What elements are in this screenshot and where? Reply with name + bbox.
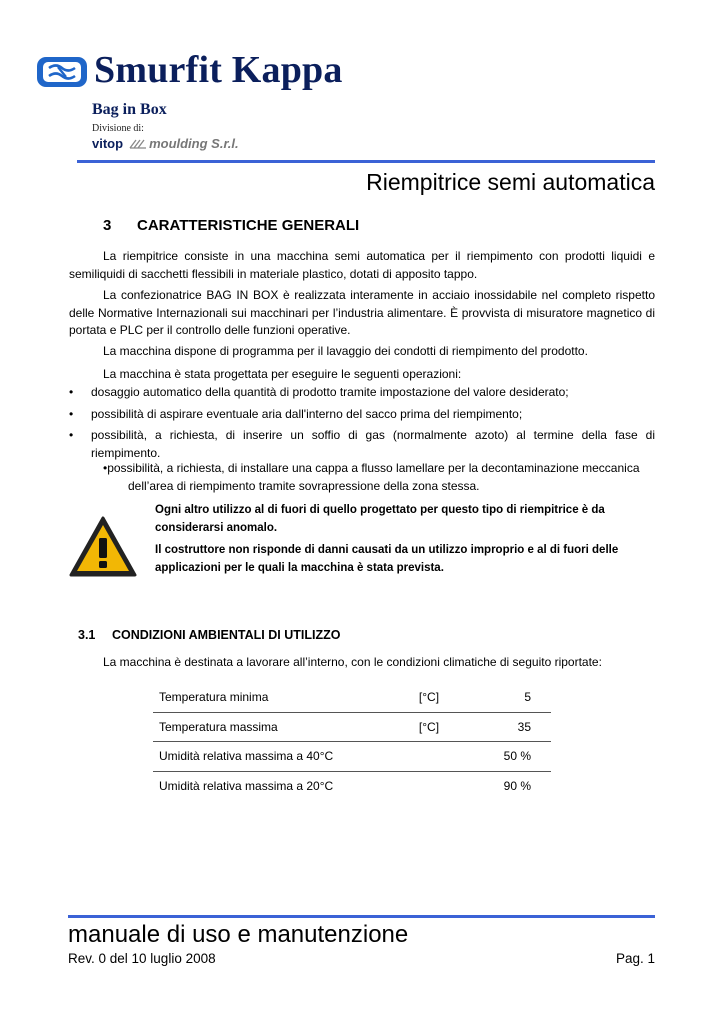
revision-info: Rev. 0 del 10 luglio 2008	[68, 951, 216, 966]
division-label: Divisione di:	[92, 123, 144, 134]
subsection-title: CONDIZIONI AMBIENTALI DI UTILIZZO	[112, 628, 341, 642]
table-row	[153, 742, 551, 772]
table-row	[153, 712, 551, 742]
operations-list	[69, 384, 655, 466]
sub-brand: Bag in Box	[92, 101, 167, 118]
document-title: Riempitrice semi automatica	[366, 169, 655, 195]
condition-unit	[393, 742, 465, 772]
section-title: CARATTERISTICHE GENERALI	[137, 217, 360, 234]
warning-triangle-icon	[69, 516, 137, 578]
brand-name: Smurfit Kappa	[94, 49, 343, 91]
page-number: Pag. 1	[615, 951, 655, 966]
list-item: • dosaggio automatico della quantità di prodotto tramite impostazione del valore desiderato;	[69, 384, 655, 402]
conditions-table	[153, 683, 551, 800]
section-heading	[103, 217, 359, 234]
warning-paragraph: Ogni altro utilizzo al di fuori di quello progettato per questo tipo di riempitrice è da considerarsi anomalo.	[155, 504, 605, 534]
moulding-label: moulding S.r.l.	[149, 136, 239, 151]
paragraph: La macchina dispone di programma per il lavaggio dei condotti di riempimento del prodotto.	[103, 344, 588, 358]
bullet-icon: •	[69, 428, 74, 442]
paragraph: La confezionatrice BAG IN BOX è realizzata interamente in acciaio inossidabile nel completo rispetto delle Normative Internazionali sui macchinari per l’industria alimentare. È provvista di misuratore magnetico di portata e PLC per il controllo delle funzioni operative.	[69, 288, 655, 337]
list-item-continuation: dell’area di riempimento tramite sovrapressione della zona stessa.	[128, 478, 480, 493]
bullet-icon: •	[69, 406, 74, 421]
vitop-label: vitop	[92, 136, 124, 151]
condition-label: Temperatura massima	[153, 712, 393, 742]
table-row	[153, 771, 551, 800]
subsection-number: 3.1	[78, 628, 96, 642]
warning-paragraph: Il costruttore non risponde di danni causati da un utilizzo improprio e al di fuori delle applicazioni per le quali la macchina è stata prevista.	[155, 544, 619, 574]
division-companies	[92, 136, 239, 151]
list-item-text: possibilità, a richiesta, di installare una cappa a flusso lamellare per la decontaminazione meccanica	[107, 461, 640, 475]
moulding-logo-icon	[129, 139, 147, 149]
subsection-heading	[78, 628, 340, 642]
subsection-intro: La macchina è destinata a lavorare all’interno, con le condizioni climatiche di seguito riportate:	[103, 655, 602, 669]
paragraph: La riempitrice consiste in una macchina semi automatica per il riempimento con prodotti liquidi e semiliquidi di sacchetti flessibili in materiale plastico, dotati di apposito tappo.	[69, 249, 655, 281]
list-item: • possibilità, a richiesta, di inserire un soffio di gas (normalmente azoto) al termine della fase di riempimento.	[69, 428, 655, 460]
condition-label: Umidità relativa massima a 40°C	[153, 742, 393, 772]
bullet-icon: •	[103, 461, 108, 475]
paragraph: La macchina è stata progettata per eseguire le seguenti operazioni:	[103, 367, 462, 381]
warning-text	[155, 502, 635, 582]
condition-value: 50 %	[465, 742, 551, 772]
table-row	[153, 683, 551, 712]
condition-unit: [°C]	[393, 712, 465, 742]
header-divider	[77, 160, 655, 163]
section-number: 3	[103, 217, 112, 234]
company-logo	[36, 48, 376, 151]
condition-unit: [°C]	[393, 683, 465, 712]
list-item	[103, 460, 655, 495]
bullet-icon: •	[69, 385, 74, 399]
footer-title: manuale di uso e manutenzione	[68, 921, 409, 948]
list-item: • possibilità di aspirare eventuale aria dall'interno del sacco prima del riempimento;	[69, 406, 655, 424]
condition-value: 90 %	[503, 778, 531, 793]
condition-value: 35	[465, 712, 551, 742]
footer-divider	[68, 915, 655, 918]
condition-label: Temperatura minima	[153, 683, 393, 712]
condition-value: 5	[465, 683, 551, 712]
smurfit-kappa-logo-icon	[36, 56, 88, 88]
condition-label: Umidità relativa massima a 20°C	[159, 778, 334, 793]
condition-unit	[393, 771, 465, 800]
